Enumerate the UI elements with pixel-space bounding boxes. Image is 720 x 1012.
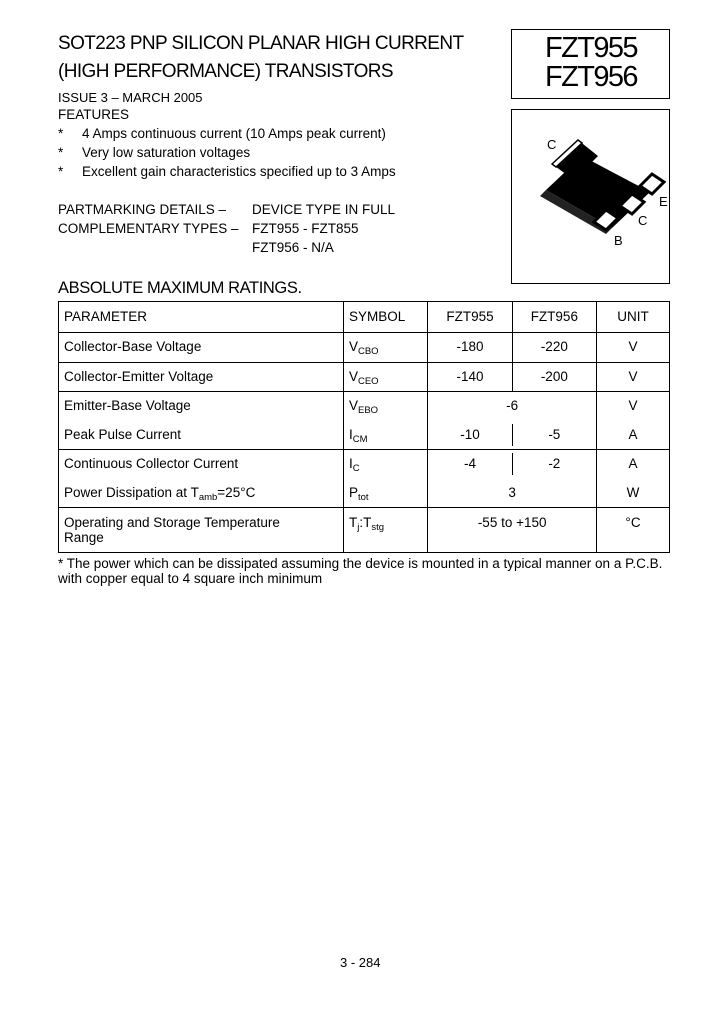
document-title-line1: SOT223 PNP SILICON PLANAR HIGH CURRENT <box>58 33 464 54</box>
unit-cell: V <box>628 398 638 413</box>
param-cell: Emitter-Base Voltage <box>64 398 191 413</box>
ratings-table <box>58 301 670 553</box>
value-both: -6 <box>506 398 519 413</box>
param-cell: Collector-Emitter Voltage <box>64 368 214 384</box>
pin-label-e: E <box>659 194 668 209</box>
table-row-group <box>59 450 670 508</box>
param-cell: Continuous Collector Current <box>64 456 239 471</box>
value-fzt955: -10 <box>428 424 512 446</box>
feature-item <box>58 164 396 179</box>
value-fzt955: -4 <box>428 453 512 475</box>
footnote: * The power which can be dissipated assuming the device is mounted in a typical manner on a P.C.B. with copper equal to 4 square inch minimum <box>58 556 663 586</box>
symbol-cell: $P_{tot}$ <box>348 484 369 503</box>
param-cell: Power Dissipation at $T_{amb}=25^\circ C$ <box>64 484 256 503</box>
header-fzt956: FZT956 <box>512 302 596 333</box>
value-both: -55 to +150 <box>428 508 597 553</box>
complementary-label: COMPLEMENTARY TYPES – <box>58 221 239 236</box>
value-fzt955: -140 <box>456 368 484 384</box>
features-heading: FEATURES <box>58 107 130 122</box>
table-row <box>59 508 670 553</box>
pin-label-c: C <box>638 213 648 228</box>
feature-text: Excellent gain characteristics specified up to 3 Amps <box>82 164 396 179</box>
partmarking-label: PARTMARKING DETAILS – <box>58 202 227 217</box>
bullet-star: * <box>58 164 64 179</box>
table-row-group <box>59 392 670 450</box>
value-fzt956: -200 <box>540 368 568 384</box>
param-cell: Peak Pulse Current <box>64 426 182 442</box>
value-fzt956: -220 <box>540 339 568 354</box>
header-fzt955: FZT955 <box>428 302 512 333</box>
part-number-2: FZT956 <box>545 61 637 93</box>
complementary-value-1: FZT955 - FZT855 <box>252 221 359 236</box>
pin-label-c-top: C <box>547 137 557 152</box>
unit-cell: A <box>628 426 638 442</box>
unit-cell: °C <box>597 508 670 553</box>
feature-text: Very low saturation voltages <box>82 145 251 160</box>
symbol-cell: $V_{CBO}$ <box>348 339 379 357</box>
complementary-value-2: FZT956 - N/A <box>252 240 334 255</box>
value-pair <box>428 421 596 450</box>
unit-cell: V <box>628 339 638 354</box>
unit-cell: V <box>628 368 638 384</box>
feature-item <box>58 126 386 141</box>
value-fzt956: -5 <box>548 426 561 442</box>
value-fzt956: -2 <box>548 456 561 471</box>
symbol-cell: $I_C$ <box>348 456 360 474</box>
value-fzt955: -180 <box>456 339 484 354</box>
package-diagram <box>511 109 670 284</box>
ratings-heading: ABSOLUTE MAXIMUM RATINGS. <box>58 279 302 297</box>
unit-cell: A <box>628 456 638 471</box>
part-number-box <box>511 29 670 99</box>
param-cell-line2: Range <box>64 530 104 545</box>
value-pair <box>428 450 596 479</box>
feature-item <box>58 145 250 160</box>
issue-date: ISSUE 3 – MARCH 2005 <box>58 90 203 105</box>
bullet-star: * <box>58 126 64 141</box>
header-unit: UNIT <box>597 302 670 333</box>
bullet-star: * <box>58 145 64 160</box>
symbol-cell: $T_j:T_{stg}$ <box>343 508 427 553</box>
feature-text: 4 Amps continuous current (10 Amps peak current) <box>82 126 386 141</box>
symbol-cell: $V_{EBO}$ <box>348 398 379 416</box>
unit-cell: W <box>626 484 640 500</box>
sot223-package-drawing <box>512 110 671 285</box>
table-header-row <box>59 302 670 333</box>
partmarking-value: DEVICE TYPE IN FULL <box>252 202 396 217</box>
part-number-1: FZT955 <box>545 32 637 64</box>
param-cell: Collector-Base Voltage <box>64 339 202 354</box>
header-parameter: PARAMETER <box>59 302 344 333</box>
page-number: 3 - 284 <box>340 955 381 970</box>
value-both: 3 <box>508 484 516 500</box>
symbol-cell: $V_{CEO}$ <box>348 368 379 387</box>
pin-label-b: B <box>614 233 623 248</box>
param-cell-line1: Operating and Storage Temperature <box>64 515 280 530</box>
symbol-cell: $I_{CM}$ <box>348 426 368 445</box>
table-row <box>59 362 670 392</box>
document-title-line2: (HIGH PERFORMANCE) TRANSISTORS <box>58 61 393 82</box>
header-symbol: SYMBOL <box>343 302 427 333</box>
table-row <box>59 333 670 363</box>
